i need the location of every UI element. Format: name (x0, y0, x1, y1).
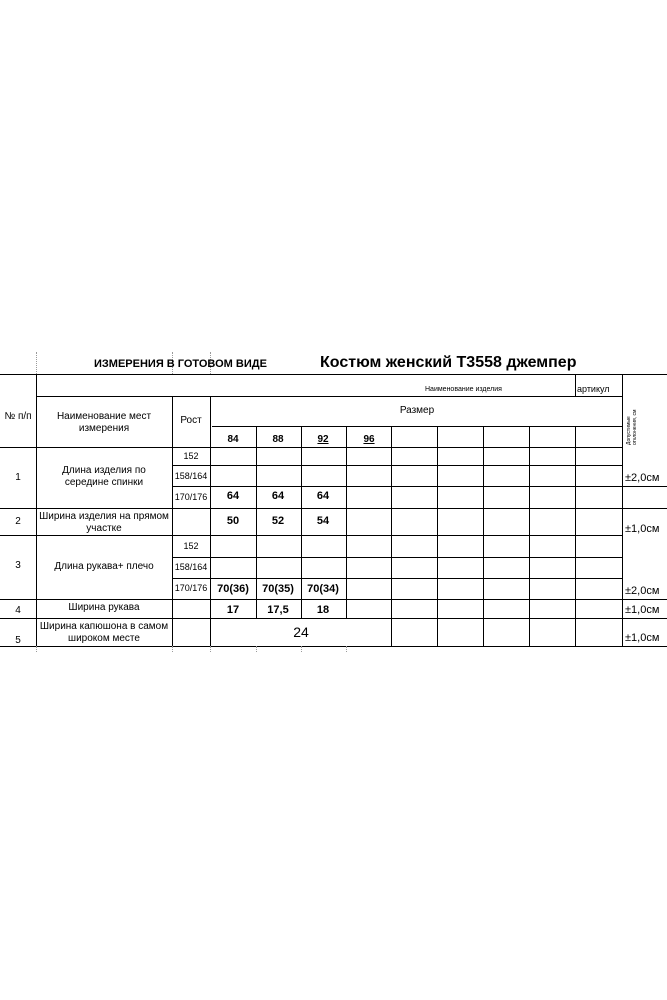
measure-name: Ширина рукава (68, 602, 140, 613)
row-number: 1 (15, 472, 21, 483)
size-88: 88 (272, 434, 284, 445)
measure-value: 17,5 (267, 604, 289, 616)
row-number: 3 (15, 560, 21, 571)
height-value: 158/164 (174, 562, 208, 572)
grid-guide (172, 646, 173, 652)
measure-value: 64 (316, 490, 330, 502)
tolerance-value: ±2,0см (625, 472, 660, 484)
grid-guide (36, 646, 37, 652)
col-rule (346, 426, 347, 618)
header-bottom-rule (212, 426, 622, 427)
col-rule (483, 426, 484, 646)
col-rule (529, 426, 530, 646)
col-rule (36, 374, 37, 646)
col-header-num: № п/п (4, 411, 32, 422)
col-header-measure: Наименование мест измерения (56, 411, 152, 434)
height-value: 152 (183, 451, 199, 461)
col-rule (256, 426, 257, 618)
height-value: 170/176 (174, 492, 208, 502)
row-rule (0, 508, 667, 509)
measure-value: 70(35) (262, 583, 294, 595)
measure-value: 70(36) (217, 583, 249, 595)
measure-value: 17 (226, 604, 240, 616)
row-rule (0, 599, 667, 600)
measure-value: 52 (271, 515, 285, 527)
size-92: 92 (317, 434, 329, 445)
grid-guide (36, 352, 37, 374)
col-header-tolerance: Допустимые отклонения, см (626, 409, 638, 445)
tolerance-value: ±2,0см (625, 585, 660, 597)
col-rule (575, 374, 576, 396)
measure-name: Длина изделия по середине спинки (62, 465, 146, 488)
row-rule (172, 486, 667, 487)
col-rule (391, 426, 392, 646)
measure-value: 50 (226, 515, 240, 527)
col-header-size: Размер (399, 405, 435, 416)
measure-name: Длина рукава+ плечо (54, 561, 154, 572)
measure-value: 18 (316, 604, 330, 616)
height-value: 152 (183, 541, 199, 551)
row-rule (172, 578, 622, 579)
col-rule (210, 396, 211, 646)
measure-value: 70(34) (307, 583, 339, 595)
col-rule (622, 374, 623, 646)
tolerance-value: ±1,0см (625, 632, 660, 644)
col-rule (437, 426, 438, 646)
header-rule (36, 396, 622, 397)
measure-name: Ширина капюшона в самом широком месте (39, 621, 169, 644)
row-rule (172, 465, 622, 466)
row-number: 5 (15, 635, 21, 646)
height-value: 170/176 (174, 583, 208, 593)
size-84: 84 (227, 434, 239, 445)
row-number: 2 (15, 516, 21, 527)
product-name-label: Наименование изделия (425, 386, 502, 393)
row-number: 4 (15, 605, 21, 616)
table-top-rule (0, 374, 667, 375)
product-title: Костюм женский Т3558 джемпер (320, 354, 577, 371)
merged-measure-value: 24 (293, 624, 309, 640)
article-label: артикул (577, 384, 610, 394)
col-rule (575, 426, 576, 646)
grid-guide (346, 646, 347, 652)
measure-value: 64 (271, 490, 285, 502)
measure-value: 54 (316, 515, 330, 527)
measure-name: Ширина изделия на прямом участке (39, 511, 169, 534)
sheet-title: ИЗМЕРЕНИЯ В ГОТОВОМ ВИДЕ (94, 358, 267, 370)
col-rule (301, 426, 302, 618)
grid-guide (256, 646, 257, 652)
measure-value: 64 (226, 490, 240, 502)
row-rule (172, 557, 622, 558)
size-96: 96 (363, 434, 375, 445)
row-rule (0, 618, 667, 619)
table-bottom-rule (0, 646, 667, 647)
tolerance-value: ±1,0см (625, 523, 660, 535)
grid-guide (301, 646, 302, 652)
tolerance-value: ±1,0см (625, 604, 660, 616)
grid-guide (210, 646, 211, 652)
height-value: 158/164 (174, 471, 208, 481)
col-header-height: Рост (180, 415, 202, 426)
